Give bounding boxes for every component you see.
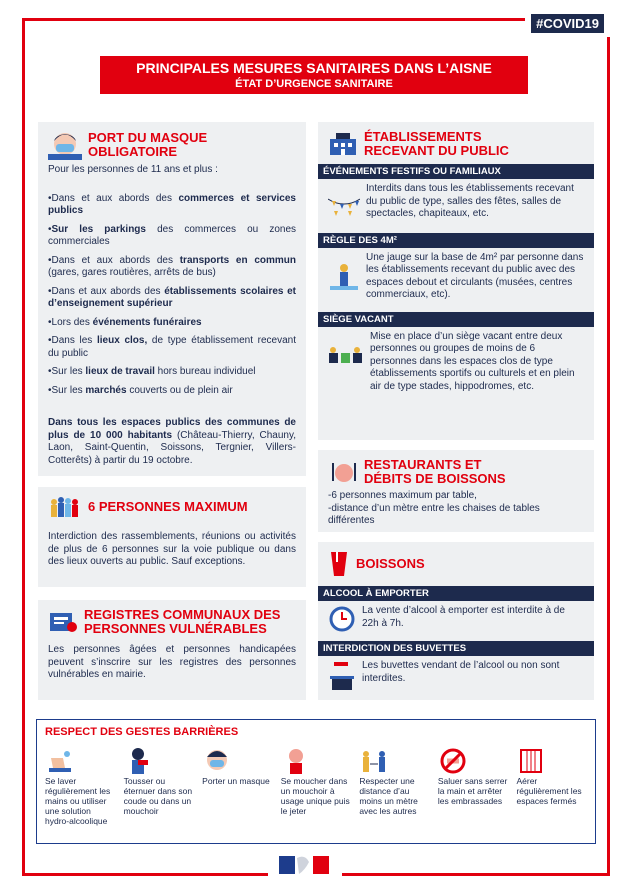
registers-header: REGISTRES COMMUNAUX DES PERSONNES VULNÉRABLES [48,608,296,636]
registers-text: Les personnes âgées et personnes handicapées peuvent s’inscrire sur les registres des personnes vulnérables en mairie. [48,644,296,680]
registers-section [38,600,306,700]
mask-list [48,193,296,398]
refreshment-stand-icon [328,660,356,692]
festive-events-text: Interdits dans tous les établissements recevant du public de type, salles des fêtes, salles de spectacles, chapiteaux, etc. [366,183,574,219]
page-subtitle: ÉTAT D’URGENCE SANITAIRE [235,78,393,90]
mask-list-item: •Sur les marchés couverts ou de plein air [48,384,233,396]
mask-footer: Dans tous les espaces publics des communes de plus de 10 000 habitants (Château-Thierry, Chauny, Laon, Saint-Quentin, Soissons, Tergnier, Villers-Cotterêts) à partir du 19 octobre. [48,417,296,466]
main-title-banner [100,56,528,94]
cough-elbow-icon [124,746,154,776]
gesture-wash-hands: Se laver régulièrement les mains ou utiliser une solution hydro-alcoolique [45,744,116,826]
mask-section [38,122,306,476]
seats-icon [328,345,364,367]
mask-list-item: •Lors des événements funéraires [48,316,202,328]
gesture-no-handshake: Saluer sans serrer la main et arrêter les embrassades [438,744,509,826]
clock-icon [328,605,356,633]
restaurants-line1: -6 personnes maximum par table, [328,490,477,501]
register-book-icon [48,609,78,635]
restaurants-line2: -distance d’un mètre entre les chaises de tables différentes [328,502,540,526]
4m2-rule-header: RÈGLE DES 4M² [318,233,594,248]
festive-events-header: ÉVÉNEMENTS FESTIFS OU FAMILIAUX [318,164,594,179]
gesture-cough-elbow: Tousser ou éternuer dans son coude ou dans un mouchoir [124,744,195,826]
wear-mask-icon [202,746,232,776]
barrier-gestures-title: RESPECT DES GESTES BARRIÈRES [45,726,239,738]
erp-section [318,122,594,440]
marianne-logo-icon [275,852,335,878]
six-people-header: 6 PERSONNES MAXIMUM [48,495,296,519]
garland-icon [328,195,360,217]
page-title: PRINCIPALES MESURES SANITAIRES DANS L’AISNE [136,60,492,76]
takeaway-alcohol-text: La vente d’alcool à emporter est interdite à de 22h à 7h. [362,605,565,629]
mask-list-item: •Dans et aux abords des transports en commun (gares, gares routières, arrêts de bus) [48,254,296,278]
gesture-distance: Respecter une distance d’au moins un mètre avec les autres [359,744,430,826]
drinks-header: BOISSONS [328,550,584,578]
4m2-rule-text: Une jauge sur la base de 4m² par personne dans les établissements recevant du public avec des espaces debout et circulants (musées, centres commerciaux, etc). [366,251,584,300]
barrier-gestures-section [36,719,596,844]
empty-seat-text: Mise en place d’un siège vacant entre deux personnes ou groupes de moins de 6 personnes dans les espaces clos de type établissements sportifs ou culturels et en plein air de type stades, hippodromes, etc. [370,330,575,392]
distance-icon [359,746,389,776]
tissue-icon [281,746,311,776]
gesture-ventilate: Aérer régulièrement les espaces fermés [516,744,587,826]
group-people-icon [48,495,82,519]
six-people-section [38,487,306,587]
building-icon [328,131,358,157]
erp-header: ÉTABLISSEMENTS RECEVANT DU PUBLIC [328,130,584,158]
mask-list-item: •Sur les parkings des commerces ou zones commerciales [48,223,297,247]
restaurant-icon [328,459,358,485]
hand-wash-icon [45,746,75,776]
mask-list-item: •Dans et aux abords des commerces et services publics [48,192,296,216]
six-people-text: Interdiction des rassemblements, réunions ou activités de plus de 6 personnes sur la voie publique ou dans des lieux ouverts au public. Sauf exceptions. [48,531,296,567]
mask-list-item: •Dans les lieux clos, de type établissement recevant du public [48,335,296,359]
restaurants-section [318,450,594,532]
gesture-tissue: Se moucher dans un mouchoir à usage unique puis le jeter [281,744,352,826]
takeaway-alcohol-header: ALCOOL À EMPORTER [318,586,594,601]
gesture-wear-mask: Porter un masque [202,744,273,826]
restaurants-header: RESTAURANTS ET DÉBITS DE BOISSONS [328,458,584,486]
person-space-icon [328,262,360,292]
mask-list-item: •Dans et aux abords des établissements scolaires et d’enseignement supérieur [48,285,296,309]
mask-section-header: PORT DU MASQUE OBLIGATOIRE [48,130,296,160]
covid-hashtag: #COVID19 [525,10,610,37]
mask-intro: Pour les personnes de 11 ans et plus : [48,164,218,175]
masked-face-icon [48,130,82,160]
no-handshake-icon [438,746,468,776]
republic-logo [268,850,342,880]
mask-list-item: •Sur les lieux de travail hors bureau individuel [48,366,256,377]
bar-ban-header: INTERDICTION DES BUVETTES [318,641,594,656]
window-icon [516,746,546,776]
empty-seat-header: SIÈGE VACANT [318,312,594,327]
bar-ban-text: Les buvettes vendant de l’alcool ou non sont interdites. [362,660,560,684]
drink-glass-icon [328,550,350,578]
drinks-section [318,542,594,700]
